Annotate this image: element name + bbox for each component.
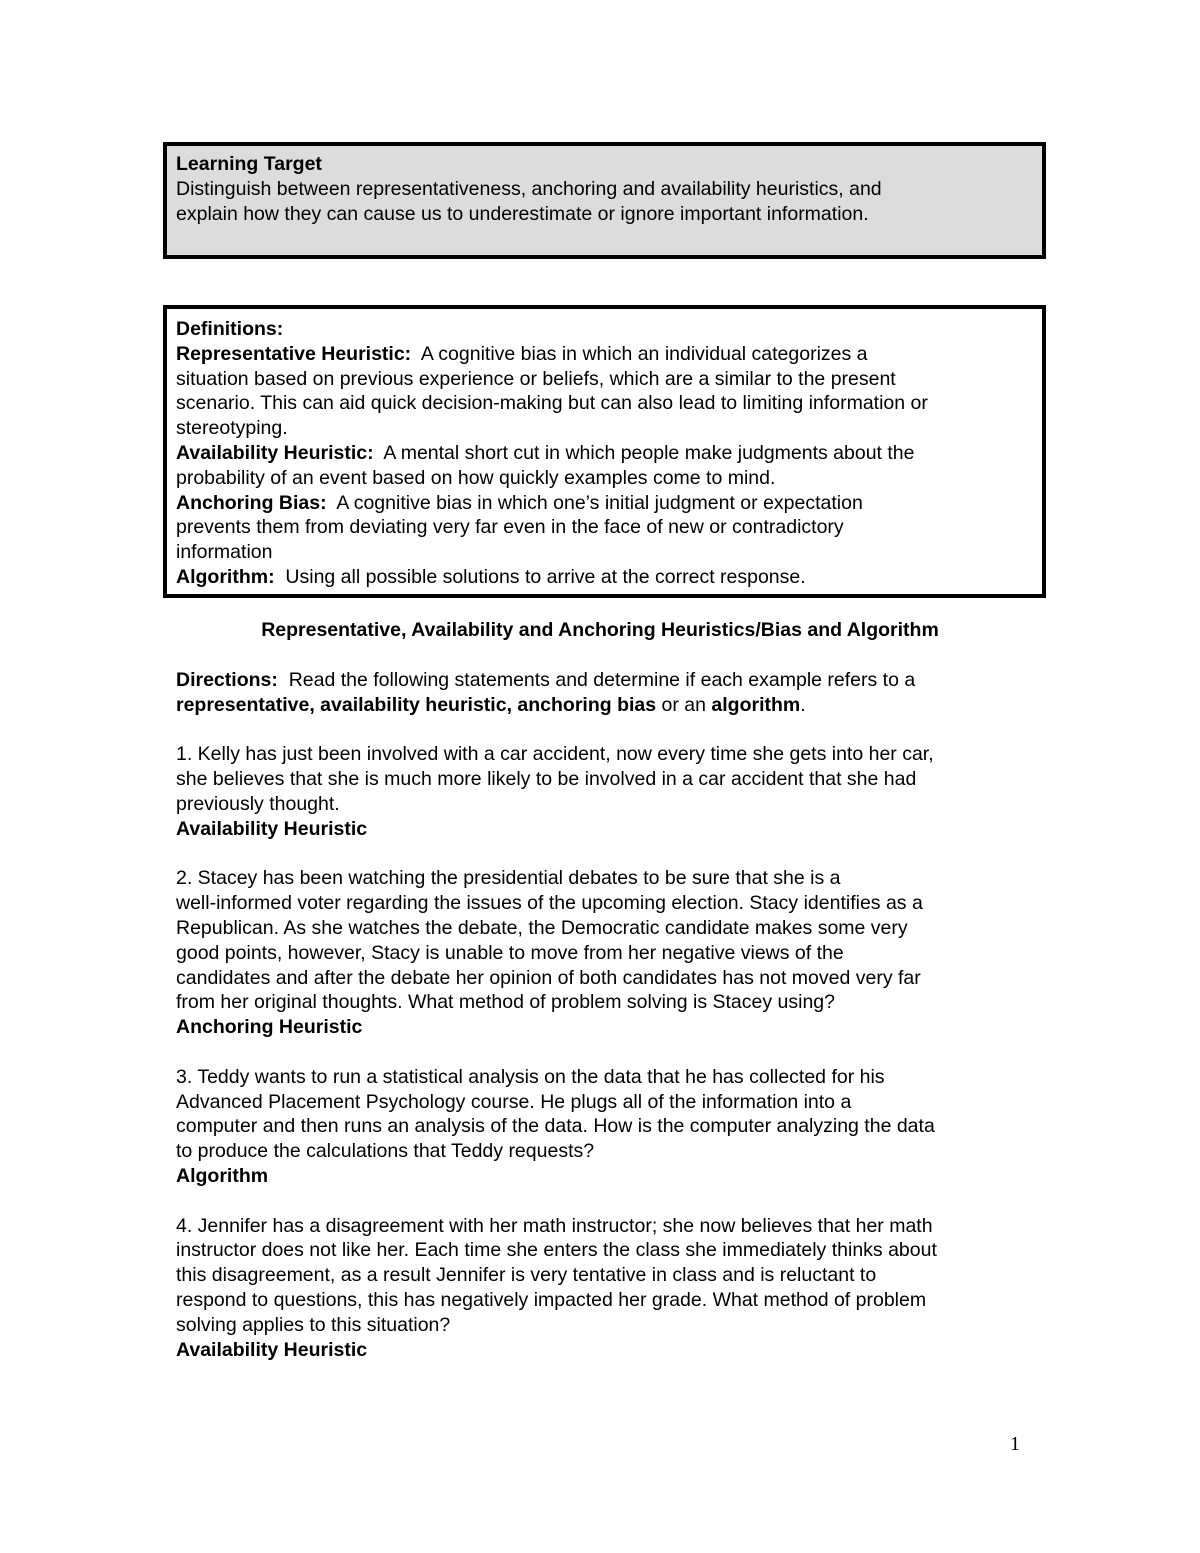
question-4-line-1: 4. Jennifer has a disagreement with her math instructor; she now believes that her math [176, 1214, 933, 1237]
page-number: 1 [1010, 1433, 1020, 1455]
definitions-heading: Definitions: [176, 318, 284, 340]
def-representative-text-1: A cognitive bias in which an individual categorizes a [411, 342, 868, 365]
directions-or-an: or an [656, 693, 712, 716]
def-algorithm-text-1: Using all possible solutions to arrive at the correct response. [274, 565, 806, 588]
definitions-box [163, 305, 1046, 598]
def-availability-text-1: A mental short cut in which people make judgments about the [373, 441, 915, 464]
question-4-line-2: instructor does not like her. Each time she enters the class she immediately thinks about [176, 1239, 937, 1262]
def-algorithm-line-1 [176, 565, 1042, 590]
def-anchoring-line-2: prevents them from deviating very far even in the face of new or contradictory [176, 516, 844, 539]
question-3-line-4: to produce the calculations that Teddy requests? [176, 1140, 595, 1163]
directions-text-1: Read the following statements and determine if each example refers to a [277, 669, 916, 691]
question-3-line-1: 3. Teddy wants to run a statistical analysis on the data that he has collected for his [176, 1065, 885, 1088]
question-1-line-1: 1. Kelly has just been involved with a car accident, now every time she gets into her car, [176, 743, 934, 766]
def-representative-term: Representative Heuristic: [176, 342, 412, 365]
question-2-line-3: Republican. As she watches the debate, the Democratic candidate makes some very [176, 916, 908, 939]
section-title: Representative, Availability and Anchoring Heuristics/Bias and Algorithm [261, 619, 939, 641]
question-3-answer: Algorithm [176, 1164, 269, 1187]
learning-target-heading: Learning Target [176, 153, 322, 175]
directions-line-1 [176, 668, 1056, 693]
def-availability-term: Availability Heuristic: [176, 441, 374, 464]
directions-period: . [800, 693, 806, 716]
question-2-answer: Anchoring Heuristic [176, 1016, 363, 1039]
def-representative-line-2: situation based on previous experience or beliefs, which are a similar to the present [176, 367, 896, 390]
directions-line-2 [176, 693, 1056, 718]
question-1-line-3: previously thought. [176, 792, 340, 815]
def-anchoring-text-1: A cognitive bias in which one’s initial judgment or expectation [326, 491, 863, 514]
def-representative-line-4: stereotyping. [176, 417, 288, 440]
question-2-line-2: well-informed voter regarding the issues of the upcoming election. Stacy identifies as a [176, 892, 923, 915]
def-anchoring-line-3: information [176, 541, 273, 564]
question-2-line-4: good points, however, Stacy is unable to move from her negative views of the [176, 941, 844, 964]
learning-target-line-1: Distinguish between representativeness, anchoring and availability heuristics, and [176, 177, 882, 200]
worksheet-content [176, 668, 1056, 1362]
learning-target-line-2: explain how they can cause us to underestimate or ignore important information. [176, 202, 869, 225]
def-representative-line-1 [176, 342, 1042, 367]
def-representative-line-3: scenario. This can aid quick decision-making but can also lead to limiting information or [176, 392, 928, 415]
question-3-line-2: Advanced Placement Psychology course. He plugs all of the information into a [176, 1090, 852, 1113]
learning-target-box [163, 142, 1046, 259]
question-4-line-4: respond to questions, this has negatively impacted her grade. What method of problem [176, 1288, 927, 1311]
question-3-line-3: computer and then runs an analysis of the data. How is the computer analyzing the data [176, 1115, 935, 1138]
question-1 [176, 742, 1056, 841]
question-4-answer: Availability Heuristic [176, 1338, 368, 1361]
spacer [176, 1189, 1056, 1214]
def-algorithm-term: Algorithm: [176, 565, 275, 588]
spacer [176, 842, 1056, 867]
question-4-line-3: this disagreement, as a result Jennifer is very tentative in class and is reluctant to [176, 1264, 877, 1287]
directions-algorithm: algorithm [711, 693, 801, 716]
directions-label: Directions: [176, 669, 278, 691]
question-4 [176, 1214, 1056, 1363]
directions-bold-terms: representative, availability heuristic, anchoring bias [176, 693, 657, 716]
def-availability-line-2: probability of an event based on how quickly examples come to mind. [176, 466, 776, 489]
spacer [176, 1040, 1056, 1065]
def-anchoring-term: Anchoring Bias: [176, 491, 327, 514]
spacer [176, 718, 1056, 743]
def-anchoring-line-1 [176, 491, 1042, 516]
question-2 [176, 866, 1056, 1040]
question-2-line-6: from her original thoughts. What method of problem solving is Stacey using? [176, 991, 836, 1014]
def-availability-line-1 [176, 441, 1042, 466]
question-1-answer: Availability Heuristic [176, 817, 368, 840]
question-1-line-2: she believes that she is much more likely to be involved in a car accident that she had [176, 768, 917, 791]
question-2-line-5: candidates and after the debate her opinion of both candidates has not moved very far [176, 966, 921, 989]
question-4-line-5: solving applies to this situation? [176, 1313, 451, 1336]
question-2-line-1: 2. Stacey has been watching the presidential debates to be sure that she is a [176, 867, 841, 890]
question-3 [176, 1065, 1056, 1189]
